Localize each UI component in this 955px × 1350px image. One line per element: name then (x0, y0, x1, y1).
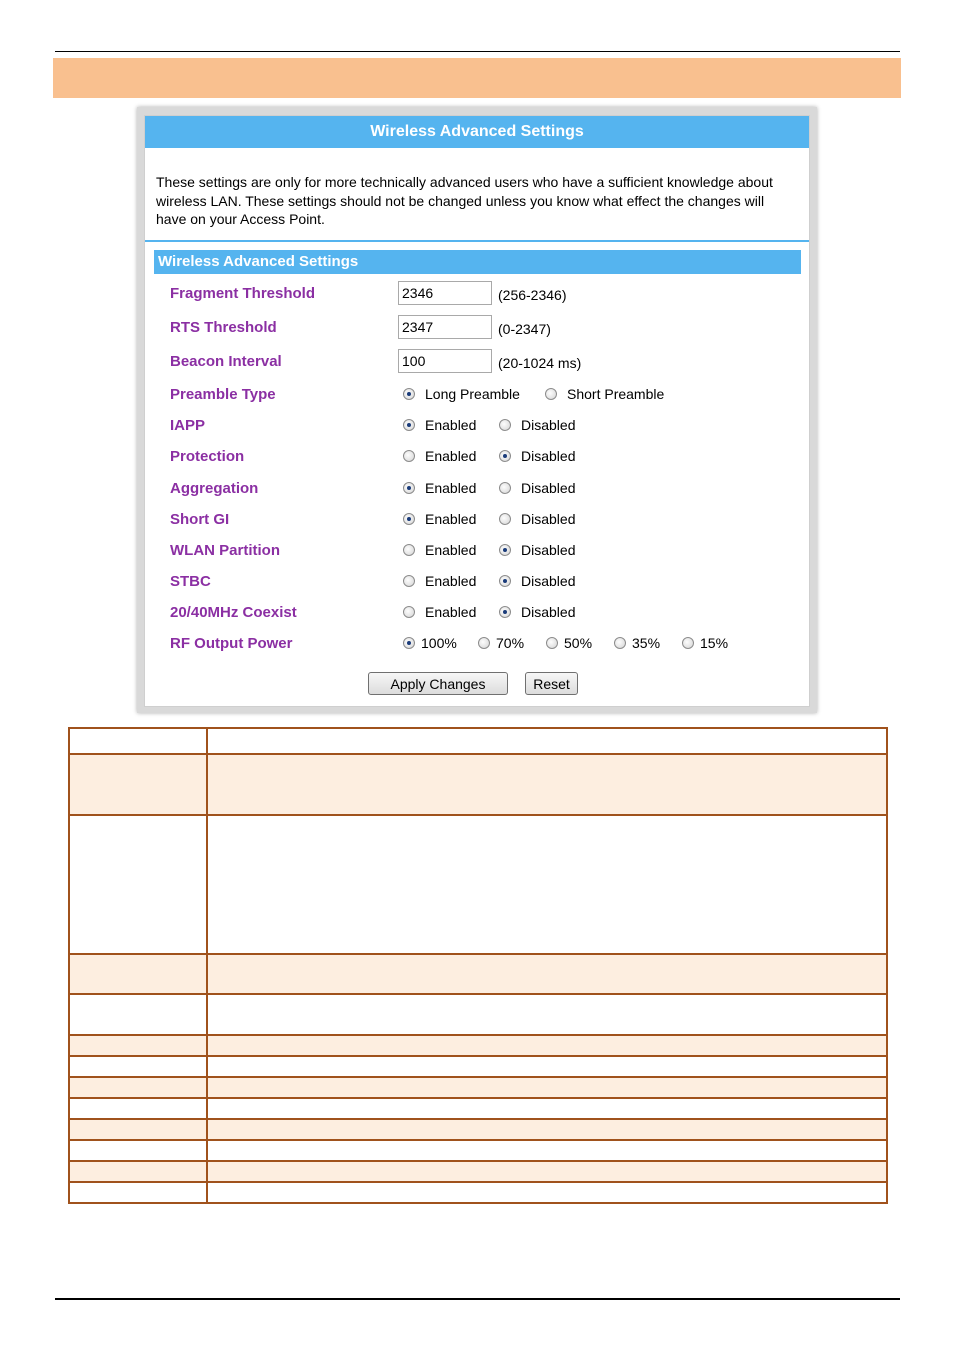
iapp-disabled-label: Disabled (521, 417, 576, 433)
wlan-partition-enabled-option[interactable] (403, 542, 476, 558)
stbc-disabled-label: Disabled (521, 573, 576, 589)
preamble-short-option[interactable] (545, 386, 664, 402)
wlan-partition-enabled-label: Enabled (425, 542, 477, 558)
fragment-threshold-range: (256-2346) (498, 287, 567, 303)
short-gi-disabled-label: Disabled (521, 511, 576, 527)
rf-power-option-15[interactable] (682, 635, 728, 651)
radio-icon[interactable] (403, 513, 415, 525)
table-row (69, 1119, 887, 1140)
radio-icon[interactable] (403, 388, 415, 400)
iapp-enabled-label: Enabled (425, 417, 477, 433)
protection-enabled-option[interactable] (403, 448, 476, 464)
short-gi-enabled-option[interactable] (403, 511, 476, 527)
radio-icon[interactable] (403, 419, 415, 431)
aggregation-enabled-option[interactable] (403, 480, 476, 496)
short-gi-enabled-label: Enabled (425, 511, 477, 527)
radio-icon[interactable] (403, 544, 415, 556)
rts-threshold-label: RTS Threshold (170, 319, 277, 336)
radio-icon[interactable] (403, 575, 415, 587)
table-row (69, 1035, 887, 1056)
table-row (69, 954, 887, 994)
rf-output-power-label: RF Output Power (170, 635, 293, 652)
divider (145, 240, 809, 242)
fragment-threshold-input[interactable] (398, 281, 492, 305)
coexist-label: 20/40MHz Coexist (170, 604, 297, 621)
intro-text: These settings are only for more technically advanced users who have a sufficient knowledge about wireless LAN. These settings should not be changed unless you know what effect the changes will have on your Access Point. (156, 174, 773, 227)
section-title: Wireless Advanced Settings (154, 250, 801, 274)
protection-disabled-label: Disabled (521, 448, 576, 464)
row-rts-threshold (145, 315, 809, 341)
rf-power-option-35[interactable] (614, 635, 660, 651)
iapp-disabled-option[interactable] (499, 417, 575, 433)
row-short-gi (145, 507, 809, 533)
preamble-long-label: Long Preamble (425, 386, 520, 402)
row-iapp (145, 413, 809, 439)
table-row (69, 1077, 887, 1098)
aggregation-disabled-option[interactable] (499, 480, 575, 496)
radio-icon[interactable] (403, 482, 415, 494)
row-preamble-type (145, 382, 809, 408)
wlan-partition-disabled-label: Disabled (521, 542, 576, 558)
table-row (69, 1161, 887, 1182)
stbc-enabled-option[interactable] (403, 573, 476, 589)
preamble-type-label: Preamble Type (170, 386, 276, 403)
table-row (69, 1098, 887, 1119)
aggregation-enabled-label: Enabled (425, 480, 477, 496)
wireless-advanced-panel (144, 115, 810, 707)
beacon-interval-input[interactable] (398, 349, 492, 373)
rf-power-option-100[interactable] (403, 635, 457, 651)
rf-power-option-70[interactable] (478, 635, 524, 651)
radio-icon[interactable] (403, 450, 415, 462)
stbc-enabled-label: Enabled (425, 573, 477, 589)
coexist-disabled-option[interactable] (499, 604, 575, 620)
radio-icon[interactable] (403, 606, 415, 618)
iapp-enabled-option[interactable] (403, 417, 476, 433)
table-row (69, 994, 887, 1035)
radio-icon[interactable] (499, 544, 511, 556)
radio-icon[interactable] (499, 450, 511, 462)
row-fragment-threshold (145, 281, 809, 307)
reset-button[interactable]: Reset (525, 672, 578, 695)
table-row (69, 1056, 887, 1077)
table-row (69, 728, 887, 754)
protection-label: Protection (170, 448, 245, 465)
row-rf-output-power (145, 631, 809, 657)
radio-icon[interactable] (499, 513, 511, 525)
preamble-short-label: Short Preamble (567, 386, 665, 402)
protection-disabled-option[interactable] (499, 448, 575, 464)
row-beacon-interval (145, 349, 809, 375)
radio-icon[interactable] (499, 606, 511, 618)
row-aggregation (145, 476, 809, 502)
row-coexist (145, 600, 809, 626)
rf-power-option-50[interactable] (546, 635, 592, 651)
radio-icon[interactable] (545, 388, 557, 400)
stbc-label: STBC (170, 573, 211, 590)
aggregation-disabled-label: Disabled (521, 480, 576, 496)
radio-icon[interactable] (682, 637, 694, 649)
wlan-partition-label: WLAN Partition (170, 542, 280, 559)
radio-icon[interactable] (614, 637, 626, 649)
radio-icon[interactable] (499, 419, 511, 431)
rf-power-label-100: 100% (421, 635, 457, 651)
apply-changes-button[interactable]: Apply Changes (368, 672, 508, 695)
row-stbc (145, 569, 809, 595)
screenshot-frame (137, 107, 817, 713)
section-banner (53, 58, 901, 98)
short-gi-label: Short GI (170, 511, 230, 528)
aggregation-label: Aggregation (170, 480, 259, 497)
protection-enabled-label: Enabled (425, 448, 477, 464)
beacon-interval-label: Beacon Interval (170, 353, 282, 370)
radio-icon[interactable] (499, 482, 511, 494)
coexist-disabled-label: Disabled (521, 604, 576, 620)
stbc-disabled-option[interactable] (499, 573, 575, 589)
rts-threshold-range: (0-2347) (498, 321, 551, 337)
row-wlan-partition (145, 538, 809, 564)
coexist-enabled-option[interactable] (403, 604, 476, 620)
top-rule (55, 51, 900, 52)
rf-power-label-70: 70% (496, 635, 525, 651)
table-row (69, 1182, 887, 1203)
radio-icon[interactable] (546, 637, 558, 649)
short-gi-disabled-option[interactable] (499, 511, 575, 527)
coexist-enabled-label: Enabled (425, 604, 477, 620)
iapp-label: IAPP (170, 417, 206, 434)
preamble-long-option[interactable] (403, 386, 520, 402)
wlan-partition-disabled-option[interactable] (499, 542, 575, 558)
table-row (69, 1140, 887, 1161)
rf-power-label-35: 35% (632, 635, 661, 651)
radio-icon[interactable] (478, 637, 490, 649)
table-row (69, 815, 887, 954)
row-protection (145, 444, 809, 470)
panel-title: Wireless Advanced Settings (145, 116, 809, 148)
rf-power-label-50: 50% (564, 635, 593, 651)
beacon-interval-range: (20-1024 ms) (498, 355, 582, 371)
description-table (68, 727, 888, 1204)
bottom-rule (55, 1298, 900, 1300)
rf-power-label-15: 15% (700, 635, 729, 651)
fragment-threshold-label: Fragment Threshold (170, 285, 316, 302)
radio-icon[interactable] (499, 575, 511, 587)
radio-icon[interactable] (403, 637, 415, 649)
table-row (69, 754, 887, 815)
rts-threshold-input[interactable] (398, 315, 492, 339)
